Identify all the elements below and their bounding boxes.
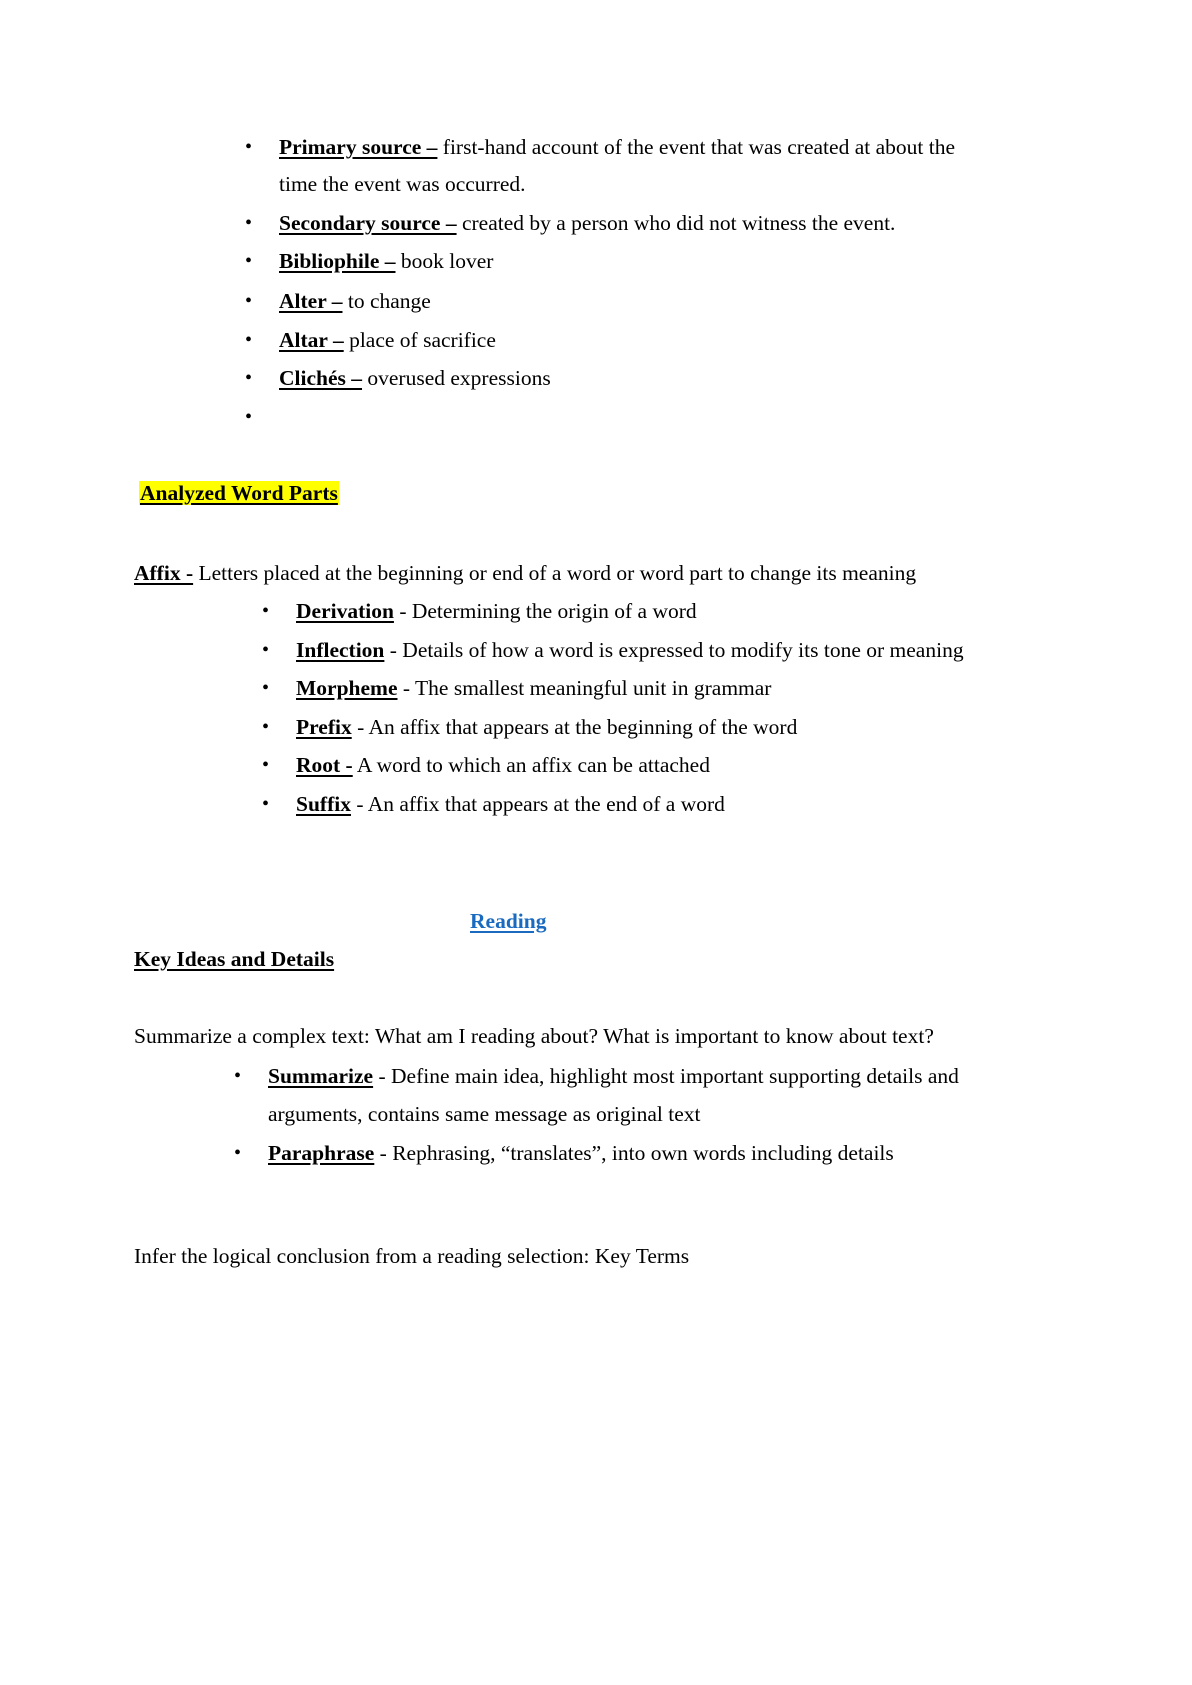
bullet: • <box>262 600 270 622</box>
glossary-item-primary-source-cont: time the event was occurred. <box>279 172 526 196</box>
key-ideas-heading-text: Key Ideas and Details <box>134 947 335 971</box>
glossary-item-bibliophile <box>279 248 493 274</box>
bullet: • <box>234 1142 242 1164</box>
word-part-term: Suffix <box>296 792 351 816</box>
word-part-def: A word to which an affix can be attached <box>352 753 710 777</box>
word-part-term: Prefix <box>296 715 352 739</box>
word-part-term: Morpheme <box>296 676 398 700</box>
word-part-term: Inflection <box>296 638 385 662</box>
word-part-item <box>296 714 797 740</box>
reading-item-paraphrase <box>268 1140 894 1166</box>
glossary-item-altar <box>279 327 496 353</box>
bullet: • <box>245 329 253 351</box>
reading-term: Paraphrase <box>268 1141 375 1165</box>
infer-line: Infer the logical conclusion from a reading selection: Key Terms <box>134 1244 690 1268</box>
affix-term: Affix - <box>134 561 194 585</box>
bullet: • <box>245 136 253 158</box>
glossary-term: Clichés – <box>279 366 363 390</box>
word-part-def: - Details of how a word is expressed to modify its tone or meaning <box>384 638 964 662</box>
glossary-def: created by a person who did not witness the event. <box>456 211 896 235</box>
word-parts-heading-text: Analyzed Word Parts <box>140 481 338 505</box>
glossary-def: place of sacrifice <box>343 328 496 352</box>
word-part-term: Derivation <box>296 599 394 623</box>
word-part-def: - Determining the origin of a word <box>393 599 697 623</box>
reading-def: - Define main idea, highlight most important supporting details and <box>373 1064 959 1088</box>
reading-item-summarize <box>268 1063 959 1089</box>
bullet: • <box>245 212 253 234</box>
reading-heading-text: Reading <box>470 909 547 933</box>
key-ideas-heading <box>134 946 334 972</box>
word-part-item <box>296 752 710 778</box>
bullet: • <box>262 793 270 815</box>
bullet: • <box>262 754 270 776</box>
word-part-item <box>296 637 964 663</box>
bullet: • <box>245 250 253 272</box>
bullet: • <box>234 1065 242 1087</box>
word-part-item <box>296 598 697 624</box>
affix-def: Letters placed at the beginning or end of a word or word part to change its meaning <box>193 561 917 585</box>
word-part-def: - The smallest meaningful unit in grammar <box>397 676 772 700</box>
word-part-term: Root - <box>296 753 353 777</box>
bullet: • <box>262 716 270 738</box>
glossary-item-cliches <box>279 365 551 391</box>
glossary-term: Altar – <box>279 328 344 352</box>
word-part-item <box>296 791 725 817</box>
reading-item-summarize-cont: arguments, contains same message as original text <box>268 1102 701 1126</box>
bullet: • <box>262 639 270 661</box>
reading-term: Summarize <box>268 1064 374 1088</box>
glossary-term: Bibliophile – <box>279 249 396 273</box>
glossary-def: overused expressions <box>362 366 551 390</box>
bullet: • <box>262 677 270 699</box>
glossary-def: to change <box>342 289 431 313</box>
word-parts-heading <box>139 480 339 506</box>
word-part-item <box>296 675 771 701</box>
reading-def: - Rephrasing, “translates”, into own words including details <box>374 1141 894 1165</box>
glossary-item-primary-source <box>279 134 955 160</box>
glossary-def: first-hand account of the event that was created at about the <box>437 135 955 159</box>
bullet: • <box>245 290 253 312</box>
affix-definition <box>134 560 916 586</box>
bullet-empty: • <box>245 406 253 428</box>
glossary-term: Secondary source – <box>279 211 457 235</box>
word-part-def: - An affix that appears at the end of a word <box>350 792 725 816</box>
glossary-item-alter <box>279 288 431 314</box>
glossary-item-secondary-source <box>279 210 895 236</box>
glossary-def: book lover <box>395 249 494 273</box>
glossary-term: Alter – <box>279 289 343 313</box>
summarize-intro: Summarize a complex text: What am I reading about? What is important to know about text? <box>134 1024 934 1048</box>
bullet: • <box>245 367 253 389</box>
word-part-def: - An affix that appears at the beginning of the word <box>351 715 798 739</box>
glossary-term: Primary source – <box>279 135 438 159</box>
reading-heading <box>470 908 546 934</box>
